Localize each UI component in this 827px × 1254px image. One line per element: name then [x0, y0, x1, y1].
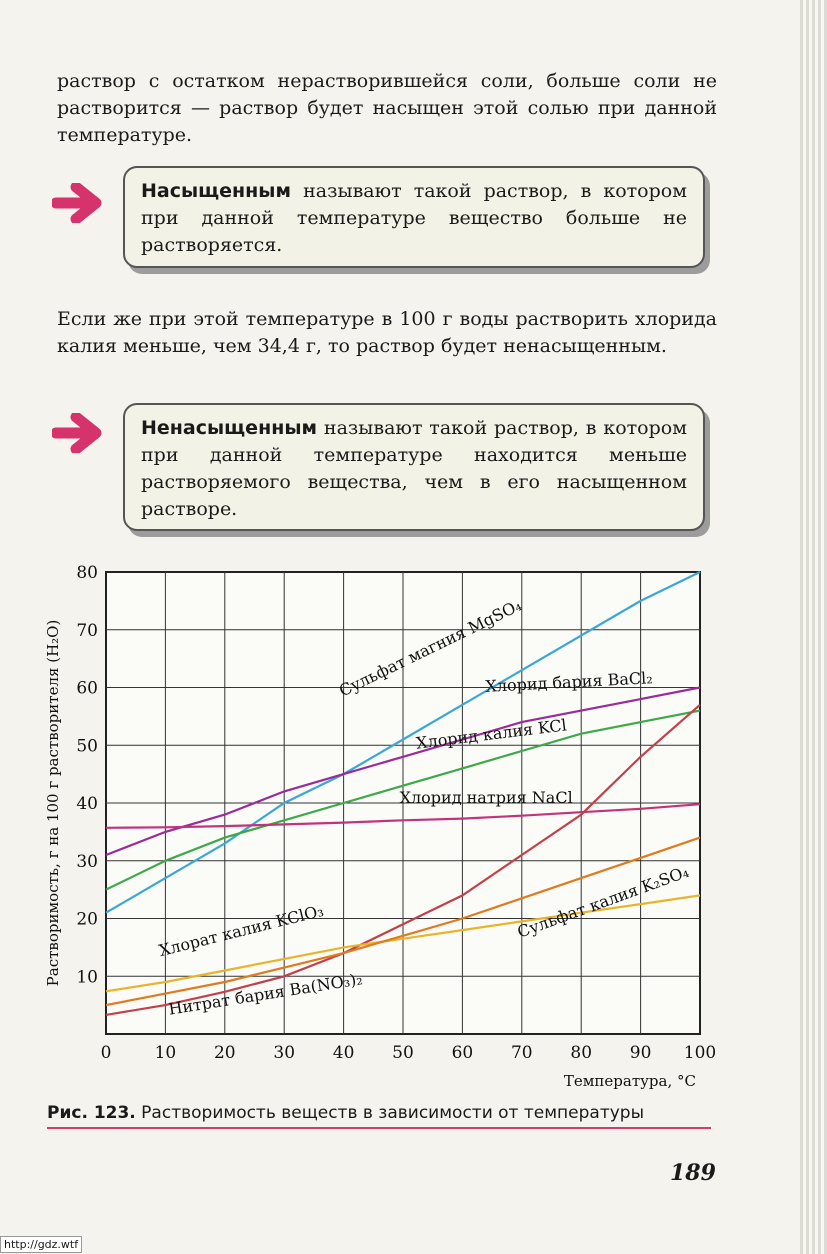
y-axis-label: Растворимость, г на 100 г растворителя (H₂O) — [44, 619, 62, 987]
series-label: Хлорат калия KClO₃ — [157, 900, 326, 961]
figure-caption — [47, 1103, 711, 1129]
page-stack-edge — [800, 0, 827, 1254]
series-label: Хлорид калия KCl — [415, 715, 568, 753]
watermark-url: http://gdz.wtf — [0, 1236, 82, 1253]
series-label: Хлорид натрия NaCl — [399, 788, 573, 807]
x-tick-label: 30 — [273, 1043, 296, 1063]
series-label: Сульфат калия K₂SO₄ — [514, 861, 692, 942]
intro-paragraph: раствор с остатком нерастворившейся соли, больше соли не растворится — раствор будет насыщен этой солью при данной температуре. — [57, 70, 717, 146]
x-tick-label: 20 — [213, 1043, 236, 1063]
definition-saturated-box — [123, 166, 705, 268]
page-number: 189 — [670, 1160, 716, 1186]
x-tick-label: 100 — [683, 1043, 717, 1063]
y-tick-label: 60 — [76, 678, 98, 699]
x-tick-label: 0 — [100, 1043, 112, 1063]
y-tick-label: 20 — [76, 909, 98, 930]
term-saturated: Насыщенным — [141, 180, 292, 202]
x-tick-label: 90 — [629, 1043, 652, 1063]
x-tick-label: 40 — [332, 1043, 355, 1063]
x-tick-label: 70 — [510, 1043, 533, 1063]
y-tick-label: 40 — [76, 794, 98, 814]
y-tick-label: 30 — [76, 851, 98, 872]
definition-unsaturated-box — [123, 403, 705, 531]
arrow-icon — [52, 183, 114, 223]
y-tick-label: 50 — [76, 736, 98, 757]
y-tick-label: 70 — [76, 620, 98, 641]
x-tick-label: 60 — [451, 1043, 474, 1063]
definition-unsaturated-text: называют такой раствор, в котором при данной температуре находится меньше растворяемого вещества, чем в его насыщенном растворе. — [141, 417, 687, 520]
x-tick-label: 50 — [392, 1043, 414, 1063]
caption-label: Рис. 123. — [47, 1103, 136, 1123]
middle-paragraph: Если же при этой температуре в 100 г воды растворить хлорида калия меньше, чем 34,4 г, то раствор будет ненасыщенным. — [57, 308, 717, 357]
definition-saturated-text: называют такой раствор, в котором при данной температуре вещество больше не растворяется. — [141, 180, 687, 256]
x-tick-label: 10 — [154, 1043, 177, 1063]
term-unsaturated: Ненасыщенным — [141, 417, 318, 439]
x-tick-label: 80 — [570, 1043, 593, 1063]
series-label: Сульфат магния MgSO₄ — [336, 595, 525, 701]
series-label: Нитрат бария Ba(NO₃)₂ — [167, 969, 364, 1019]
series-label: Хлорид бария BaCl₂ — [484, 668, 654, 696]
y-tick-label: 10 — [76, 967, 98, 988]
caption-text: Растворимость веществ в зависимости от температуры — [135, 1103, 645, 1123]
y-tick-label: 80 — [76, 563, 98, 583]
x-axis-label: Температура, °C — [563, 1072, 696, 1090]
arrow-icon — [52, 413, 114, 453]
solubility-chart — [40, 560, 720, 1100]
